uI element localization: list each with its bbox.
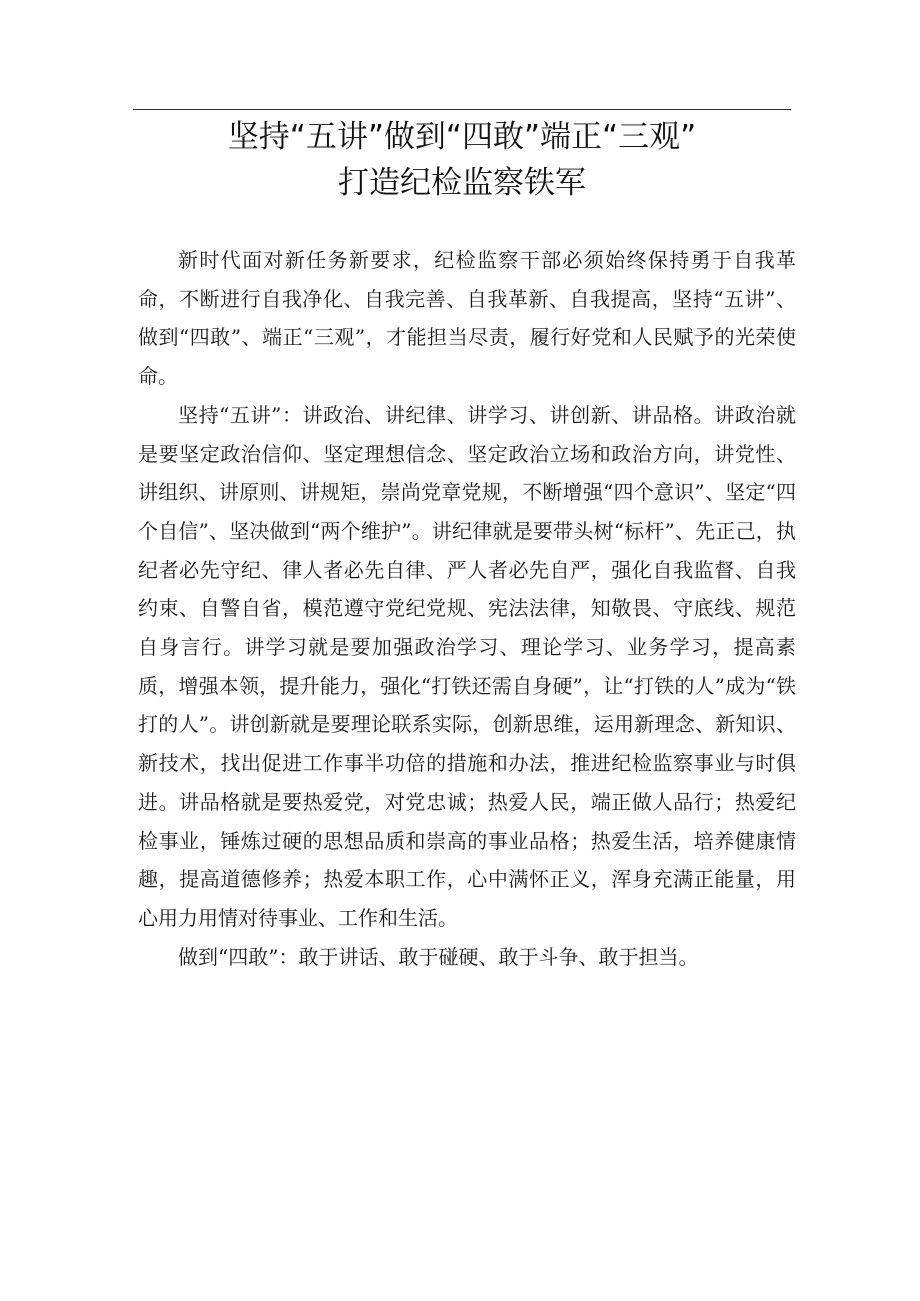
document-title [133,114,791,206]
paragraph-intro: 新时代面对新任务新要求，纪检监察干部必须始终保持勇于自我革命，不断进行自我净化、自我完善、自我革新、自我提高，坚持“五讲”、做到“四敢”、端正“三观”，才能担当尽责，履行好党和人民赋予的光荣使命。 [138,248,796,389]
title-line-2: 打造纪检监察铁军 [338,165,586,201]
title-line-1: 坚持“五讲”做到“四敢”端正“三观” [227,119,697,155]
header-rule [133,109,791,110]
document-body [138,241,796,976]
paragraph-five-principles: 坚持“五讲”：讲政治、讲纪律、讲学习、讲创新、讲品格。讲政治就是要坚定政治信仰、坚定理想信念、坚定政治立场和政治方向，讲党性、讲组织、讲原则、讲规矩，崇尚党章党规，不断增强“四个意识”、坚定“四个自信”、坚决做到“两个维护”。讲纪律就是要带头树“标杆”、先正己，执纪者必先守纪、律人者必先自律、严人者必先自严，强化自我监督、自我约束、自警自省，模范遵守党纪党规、宪法法律，知敬畏、守底线、规范自身言行。讲学习就是要加强政治学习、理论学习、业务学习，提高素质，增强本领，提升能力，强化“打铁还需自身硬”，让“打铁的人”成为“铁打的人”。讲创新就是要理论联系实际，创新思维，运用新理念、新知识、新技术，找出促进工作事半功倍的措施和办法，推进纪检监察事业与时俱进。讲品格就是要热爱党，对党忠诚；热爱人民，端正做人品行；热爱纪检事业，锤炼过硬的思想品质和崇高的事业品格；热爱生活，培养健康情趣，提高道德修养；热爱本职工作，心中满怀正义，浑身充满正能量，用心用力用情对待事业、工作和生活。 [138,402,796,930]
paragraph-four-dares: 做到“四敢”：敢于讲话、敢于碰硬、敢于斗争、敢于担当。 [178,944,699,969]
